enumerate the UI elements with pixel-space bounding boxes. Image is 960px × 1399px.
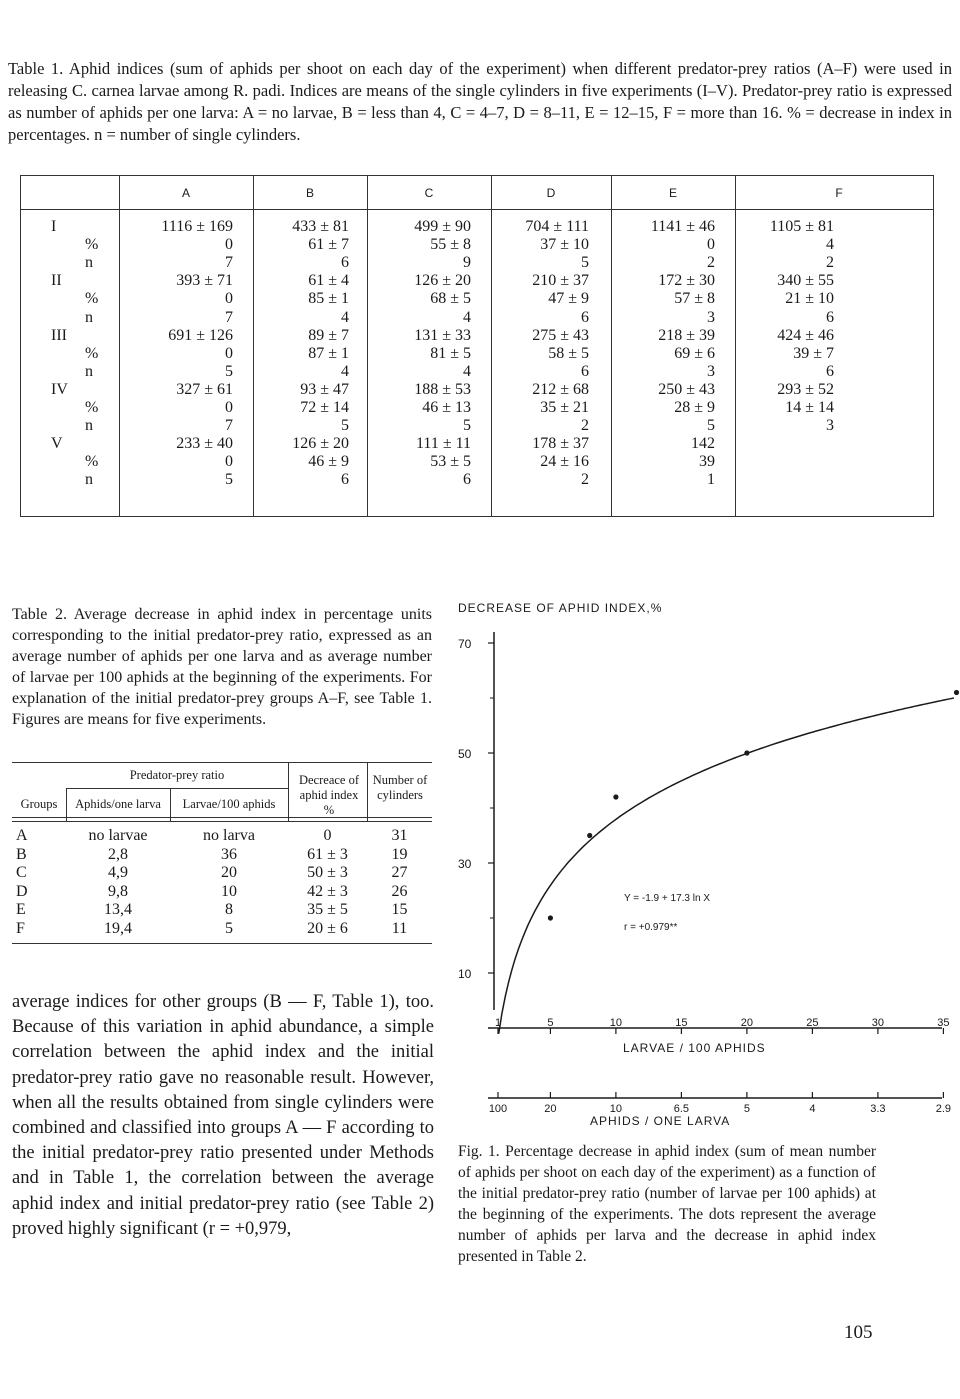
table1-cell: 218 ± 39 [658, 326, 715, 344]
table2-decrease-cell: 61 ± 3 [307, 845, 348, 863]
page-number: 105 [844, 1322, 873, 1343]
table1-cell: 499 ± 90 [414, 218, 471, 235]
table1-row-label: % [85, 344, 99, 362]
table1-cell: 5 [225, 362, 233, 380]
chart-ylabel: DECREASE OF APHID INDEX,% [458, 601, 663, 615]
table2-decrease-cell: 20 ± 6 [307, 919, 348, 937]
table2-aphids-cell: 2,8 [108, 845, 128, 863]
table1-cell: 53 ± 5 [430, 453, 471, 471]
table1-cell: 433 ± 81 [292, 218, 349, 235]
table1-divider [611, 176, 612, 516]
table1-cell: 35 ± 21 [540, 399, 589, 416]
table2-group-header: Predator-prey ratio [129, 768, 225, 782]
table1-cell: 327 ± 61 [176, 380, 233, 398]
table1-caption: Table 1. Aphid indices (sum of aphids per shoot on each day of the experiment) when different predator-prey ratios (A–F) were used in releasing C. carnea larvae among R. padi. Indices are means of the single cylinders in five experiments (I–V). Predator-prey ratio is expressed as number of aphids per one larva: A = no larvae, B = less than 4, C = 4–7, D = 8–11, E = 12–15, F = more than 16. % = decrease in index in percentages. n = number of single cylinders. [8, 59, 952, 144]
table1-cell: 1116 ± 169 [161, 218, 233, 235]
chart-regression-curve [499, 698, 954, 1034]
chart-x-tick-label: 1 [494, 1017, 502, 1029]
table1-row-label: II [51, 272, 62, 290]
table1-cell: 6 [581, 362, 589, 380]
table1-col-header: E [668, 186, 677, 200]
chart-point [744, 750, 749, 755]
table2-larvae-cell: 8 [225, 901, 233, 918]
table1-cell: 0 [225, 453, 233, 471]
table1-cell: 172 ± 30 [658, 272, 715, 290]
table1-cell: 5 [581, 254, 589, 272]
table2-larvae-cell: 36 [221, 845, 237, 863]
figure1-chart [440, 590, 960, 1150]
chart-point [548, 915, 553, 920]
table2-aphids-cell: 13,4 [104, 901, 132, 918]
chart-x2-tick-label: 4 [809, 1103, 816, 1115]
table2-decrease-cell: 0 [323, 827, 332, 844]
table1-cell: 6 [341, 471, 349, 489]
table1-cell: 4 [826, 236, 834, 254]
chart-x-tick-label: 35 [937, 1017, 950, 1029]
table1-cell: 5 [463, 417, 471, 435]
table1-col-header: F [835, 186, 843, 200]
table1-cell: 24 ± 16 [540, 453, 589, 471]
table1-cell: 6 [581, 308, 589, 326]
table1-col-header: D [546, 186, 556, 200]
table2 [12, 762, 432, 944]
chart-xlabel2: APHIDS / ONE LARVA [590, 1114, 731, 1128]
table1-cell: 0 [225, 344, 233, 362]
table1-cell: 2 [581, 417, 589, 435]
table1-cell: 111 ± 11 [416, 435, 471, 453]
body-paragraph: average indices for other groups (B — F, Table 1), too. Because of this variation in aphid abundance, a simple correlation between the aphid index and the initial predator-prey ratio gave no reasonable result. However, when all the results obtained from single cylinders were combined and classified into groups A — F according to the initial predator-prey ratio presented under Methods and in Table 1, the correlation between the average aphid index and initial predator-prey ratio (see Table 2) proved highly significant (r = +0,979, [12, 992, 434, 1239]
table2-number-cell: 15 [391, 901, 408, 918]
table1-cell: 57 ± 8 [674, 290, 715, 308]
table2-larvae-cell: 10 [221, 882, 237, 900]
table1-cell: 6 [463, 471, 471, 489]
table1-cell: 61 ± 7 [308, 236, 349, 254]
table1-row-label: n [85, 417, 93, 435]
table1-cell: 5 [225, 471, 233, 489]
table1-cell: 39 [699, 453, 715, 471]
table2-header-rule [12, 821, 432, 822]
chart-xlabel: LARVAE / 100 APHIDS [623, 1041, 766, 1055]
chart-y-tick-label: 70 [458, 637, 472, 651]
chart-x-tick-label: 15 [675, 1017, 688, 1029]
table2-aphids-cell: 19,4 [104, 919, 132, 937]
table1-cell: 704 ± 111 [525, 218, 589, 235]
table2-group-cell: A [16, 827, 28, 844]
table1-cell: 5 [707, 417, 715, 435]
chart-x-tick-label: 10 [609, 1017, 623, 1029]
table1-cell: 72 ± 14 [300, 399, 349, 416]
table1-cell: 87 ± 1 [308, 344, 349, 362]
table1-cell: 126 ± 20 [414, 272, 471, 290]
table2-aphids-cell: 4,9 [108, 864, 128, 881]
table1-cell: 85 ± 1 [308, 290, 349, 308]
table1-cell: 142 [691, 435, 715, 453]
table1-cell: 293 ± 52 [777, 380, 834, 398]
table1-cell: 0 [707, 236, 715, 254]
table2-subheader-rule [66, 788, 288, 789]
table1-cell: 7 [225, 254, 233, 272]
table1-cell: 61 ± 4 [308, 272, 349, 290]
table1-row-label: n [85, 471, 93, 489]
table1-cell: 0 [225, 399, 233, 416]
table1-cell: 4 [463, 362, 471, 380]
table1-cell: 7 [225, 417, 233, 435]
table2-group-cell: E [16, 901, 26, 918]
chart-point [613, 794, 618, 799]
chart-equation: Y = -1.9 + 17.3 ln X [624, 893, 710, 904]
table1-cell: 58 ± 5 [548, 344, 589, 362]
table1-cell: 393 ± 71 [176, 272, 233, 290]
table2-number-header: Number of cylinders [372, 773, 428, 802]
table2-caption: Table 2. Average decrease in aphid index in percentage units corresponding to the initial predator-prey ratio, expressed as an average number of aphids per one larva and as average number of larvae per 100 aphids at the beginning of the experiments. For explanation of the initial predator-prey groups A–F, see Table 1. Figures are means for five experiments. [12, 606, 432, 728]
table1-row-label: % [85, 236, 99, 254]
chart-x-tick-label: 5 [547, 1017, 554, 1029]
table2-number-cell: 11 [391, 919, 408, 937]
chart-r-value: r = +0.979** [624, 922, 678, 933]
table1-cell: 21 ± 10 [785, 290, 834, 308]
chart-x-tick-label: 25 [806, 1017, 819, 1029]
table1-cell: 6 [826, 362, 834, 380]
chart-x2-tick-label: 20 [544, 1103, 557, 1115]
table1-col-header: B [305, 186, 314, 200]
table1-row-label: III [51, 326, 67, 344]
table1-divider [253, 176, 254, 516]
table1-cell: 210 ± 37 [532, 272, 589, 290]
table1-cell: 6 [826, 308, 834, 326]
table2-decrease-cell: 50 ± 3 [307, 864, 348, 881]
table1-cell: 2 [707, 254, 715, 272]
table1-row-label: I [51, 218, 57, 235]
table1-cell: 3 [707, 308, 715, 326]
table1-row-label: n [85, 254, 93, 272]
table1-cell: 275 ± 43 [532, 326, 589, 344]
table1-cell: 69 ± 6 [674, 344, 715, 362]
table1-cell: 691 ± 126 [168, 326, 233, 344]
chart-x-tick-label: 30 [871, 1017, 885, 1029]
table1-cell: 1 [707, 471, 715, 489]
table1-cell: 233 ± 40 [176, 435, 233, 453]
table2-aphids-cell: 9,8 [108, 882, 128, 900]
table1-cell: 37 ± 10 [540, 236, 589, 254]
chart-y-ticks [458, 637, 494, 981]
table1-divider [735, 176, 736, 516]
table1-cell: 424 ± 46 [777, 326, 834, 344]
table2-larvae-cell: no larva [203, 827, 255, 844]
chart-point [954, 690, 959, 695]
table1-cell: 178 ± 37 [532, 435, 589, 453]
chart-y-tick-label: 30 [458, 857, 472, 871]
table1-cell: 55 ± 8 [430, 236, 471, 254]
table2-number-cell: 19 [391, 845, 408, 863]
table2-divider [288, 763, 289, 821]
table1-row-label: % [85, 290, 99, 308]
chart-x2-tick-label: 5 [743, 1103, 750, 1115]
table1-cell: 3 [826, 417, 834, 435]
table1-divider [491, 176, 492, 516]
table1-cell: 250 ± 43 [658, 380, 715, 398]
table1-cell: 93 ± 47 [300, 380, 349, 398]
table2-number-cell: 31 [391, 827, 408, 844]
table2-group-cell: D [16, 882, 28, 900]
table2-number-cell: 26 [391, 882, 408, 900]
table1-cell: 39 ± 7 [793, 344, 834, 362]
table2-group-cell: F [16, 919, 25, 937]
table1-row-label: % [85, 399, 99, 416]
table1-header-rule [21, 209, 933, 210]
chart-x2-tick-label: 3.3 [870, 1103, 886, 1115]
chart-points [548, 690, 959, 921]
table1-cell: 4 [341, 308, 349, 326]
table1-cell: 46 ± 9 [308, 453, 349, 471]
table1-cell: 81 ± 5 [430, 344, 471, 362]
table2-decrease-cell: 42 ± 3 [307, 882, 348, 900]
table2-header-rule [12, 817, 432, 818]
table1-row-label: n [85, 362, 93, 380]
chart-x2-tick-label: 6.5 [673, 1103, 690, 1115]
table2-groups-header: Groups [20, 797, 58, 811]
chart-point [587, 833, 592, 838]
table1-cell: 340 ± 55 [777, 272, 834, 290]
table2-larvae-cell: 20 [221, 864, 237, 881]
chart-x2-tick-label: 10 [609, 1103, 623, 1115]
table1-cell: 1141 ± 46 [650, 218, 715, 235]
table1-cell: 46 ± 13 [422, 399, 471, 416]
table2-group-cell: B [16, 845, 27, 863]
table1-cell: 126 ± 20 [292, 435, 349, 453]
table1-cell: 1105 ± 81 [769, 218, 834, 235]
table1-cell: 4 [341, 362, 349, 380]
table1-cell: 6 [341, 254, 349, 272]
table1-cell: 47 ± 9 [548, 290, 589, 308]
chart-x-tick-label: 20 [740, 1017, 754, 1029]
table1-row-label: n [85, 308, 93, 326]
chart-y-tick-label: 50 [458, 747, 472, 761]
table1-cell: 89 ± 7 [308, 326, 349, 344]
table1-cell: 28 ± 9 [674, 399, 715, 416]
table2-larvae-cell: 5 [225, 919, 233, 937]
chart-x2-ticks [489, 1092, 951, 1115]
table1-divider [367, 176, 368, 516]
table1-divider [119, 176, 120, 516]
table1-cell: 4 [463, 308, 471, 326]
table1-col-header: A [181, 186, 190, 200]
table1-cell: 9 [463, 254, 471, 272]
table1 [20, 175, 934, 517]
table2-decrease-header: Decreace of aphid index % [298, 773, 360, 817]
table1-cell: 68 ± 5 [430, 290, 471, 308]
table1-cell: 14 ± 14 [785, 399, 834, 416]
table2-group-cell: C [16, 864, 27, 881]
table1-row-label: V [51, 435, 63, 453]
table2-aphids-cell: no larvae [88, 827, 148, 844]
table1-cell: 212 ± 68 [532, 380, 589, 398]
table1-row-label: IV [51, 380, 68, 398]
table1-cell: 188 ± 53 [414, 380, 471, 398]
table1-cell: 7 [225, 308, 233, 326]
table1-col-header: C [424, 186, 434, 200]
chart-x-ticks [495, 1017, 950, 1034]
chart-y-tick-label: 10 [458, 967, 472, 981]
figure1-caption: Fig. 1. Percentage decrease in aphid index (sum of mean number of aphids per shoot on each day of the experiment) as a function of the initial predator-prey ratio (number of larvae per 100 aphids) at the beginning of the experiments. The dots represent the average number of aphids per larva and the decrease in aphid index presented in Table 2. [458, 1143, 876, 1265]
table2-larvae-header: Larvae/100 aphids [182, 797, 276, 811]
table1-row-label: % [85, 453, 99, 471]
chart-x2-tick-label: 2.9 [935, 1103, 952, 1115]
table1-cell: 2 [826, 254, 834, 272]
chart-x2-tick-label: 100 [488, 1103, 508, 1115]
table1-cell: 0 [225, 236, 233, 254]
table2-decrease-cell: 35 ± 5 [307, 901, 348, 918]
table2-aphids-header: Aphids/one larva [75, 797, 161, 811]
table1-cell: 131 ± 33 [414, 326, 471, 344]
table1-cell: 3 [707, 362, 715, 380]
table2-number-cell: 27 [391, 864, 408, 881]
table1-cell: 5 [341, 417, 349, 435]
table1-cell: 2 [581, 471, 589, 489]
table1-cell: 0 [225, 290, 233, 308]
